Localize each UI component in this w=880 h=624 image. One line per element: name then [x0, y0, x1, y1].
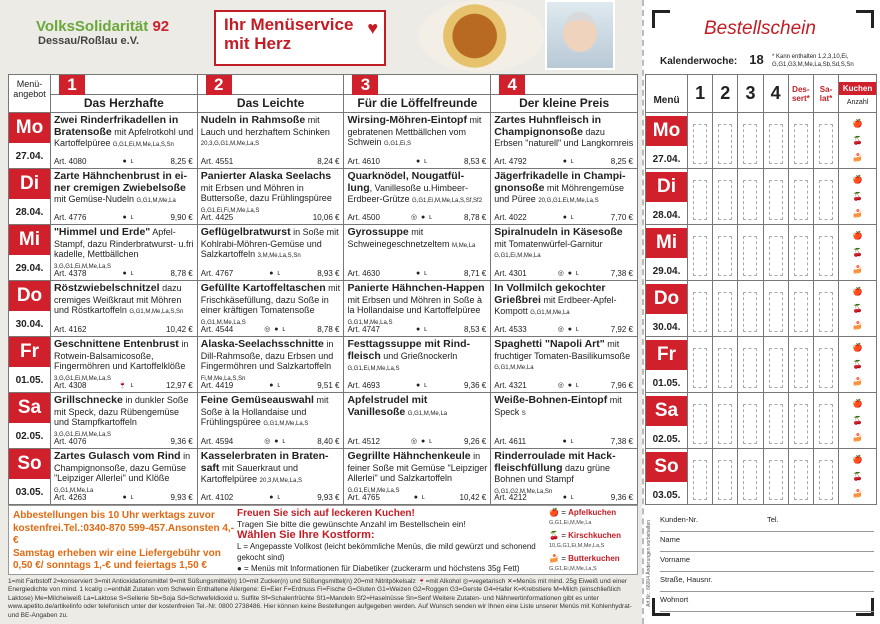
cake-icon: 🍰: [852, 209, 863, 218]
order-quantity-cell[interactable]: [738, 337, 763, 393]
cake-quantity-cell[interactable]: [839, 113, 877, 169]
order-quantity-cell[interactable]: [688, 113, 713, 169]
order-col-kuchen: Kuchen Anzahl: [839, 75, 877, 113]
menu-dish: Gefüllte Kartoffeltaschen mit Frischkäsefüllung, dazu Soße in einer kräftigen Tomatensoße G,G1,M,Me,La,S Art. 4544 ◎ ● ʟ 8,78 €: [197, 281, 344, 337]
slogan-line-1: Ihr Menüservice: [224, 15, 354, 34]
diet-marks: ◎ ● ʟ: [557, 381, 580, 389]
heart-icon: ♥: [367, 18, 378, 38]
menu-row-header: Menü- angebot: [9, 75, 51, 113]
order-day-label: Di 28.04.: [646, 169, 688, 225]
phone-field[interactable]: Tel.: [767, 515, 779, 524]
day-label: Fr 01.05.: [9, 337, 51, 393]
price: 8,53 €: [464, 324, 487, 334]
article-number: Art. 4610: [347, 156, 380, 166]
cherry-icon: 🍒: [852, 416, 863, 425]
cake-icon: 🍰: [852, 265, 863, 274]
apple-icon: 🍎: [852, 455, 863, 464]
order-quantity-cell[interactable]: [713, 449, 738, 505]
order-title: Bestellschein: [704, 18, 816, 39]
order-quantity-cell[interactable]: [788, 225, 813, 281]
price: 10,42 €: [166, 324, 193, 334]
article-number: Art. 4308: [53, 380, 87, 390]
menu-dish: Weiße-Bohnen-Eintopf mit Speck S Art. 4611 ● ʟ 7,38 €: [491, 393, 638, 449]
menu-dish: In Vollmilch gekochter Grießbrei mit Erdbeer-Apfel-Kompott G,G1,M,Me,La Art. 4533 ◎ ● ʟ 7,92 €: [491, 281, 638, 337]
article-number: Art. 4425: [200, 212, 234, 222]
cake-quantity-cell[interactable]: [839, 281, 877, 337]
price: 8,78 €: [170, 268, 193, 278]
order-quantity-cell[interactable]: [738, 225, 763, 281]
menu-dish: Geschnittene Entenbrust in Rotwein-Balsamicosoße, Fingermöhren und Kartoffelklöße 3,G,G1,Ei,M,Me,La,S Art. 4308 🍷 ʟ 12,97 €: [50, 337, 197, 393]
street-field[interactable]: Straße, Hausnr.: [660, 575, 713, 584]
apple-icon: 🍎: [549, 508, 559, 517]
order-quantity-cell[interactable]: [713, 337, 738, 393]
cake-icon: 🍰: [549, 554, 559, 563]
article-number: Art. 4080: [53, 156, 87, 166]
menu-dish: Wirsing-Möhren-Eintopf mit gebratenen Mettbällchen vom Schwein G,G1,Ei,S Art. 4610 ● ʟ 8,53 €: [344, 113, 491, 169]
order-quantity-cell[interactable]: [813, 337, 838, 393]
menu-dish: Gyrossuppe mit Schweinegeschnetzeltem M,Me,La Art. 4630 ● ʟ 8,71 €: [344, 225, 491, 281]
article-number: Art. 4765: [347, 492, 380, 502]
order-quantity-cell[interactable]: [763, 337, 788, 393]
price: 8,25 €: [170, 156, 193, 166]
cake-quantity-cell[interactable]: [839, 337, 877, 393]
name-field[interactable]: Name: [660, 535, 681, 544]
day-label: Mo 27.04.: [9, 113, 51, 169]
article-number: Art. 4747: [347, 324, 380, 334]
apple-icon: 🍎: [852, 231, 863, 240]
order-quantity-cell[interactable]: [813, 113, 838, 169]
diet-marks: ● ʟ: [122, 157, 135, 165]
order-quantity-cell[interactable]: [763, 393, 788, 449]
diet-marks: ◎ ● ʟ: [557, 325, 580, 333]
order-quantity-cell[interactable]: [688, 337, 713, 393]
diet-marks: 🍷 ʟ: [117, 381, 135, 389]
order-day-label: So 03.05.: [646, 449, 688, 505]
order-col-1: 1: [688, 75, 713, 113]
cake-icon: 🍰: [852, 321, 863, 330]
order-menu-header: Menü: [646, 75, 688, 113]
diet-marks: ● ʟ: [562, 157, 575, 165]
article-number: Art. 4630: [347, 268, 380, 278]
price: 7,70 €: [610, 212, 633, 222]
cherry-icon: 🍒: [852, 192, 863, 201]
menu-dish: Panierte Hähnchen-Happen mit Erbsen und Möhren in Soße à la Hollandaise und Kartoffelpüree G,G1,M,Me,La,S Art. 4747 ● ʟ 8,53 €: [344, 281, 491, 337]
menu-dish: Quarknödel, Nougatfül- lung, Vanillesoße u.Himbeer-Erdbeer-Grütze G,G1,Ei,M,Me,La,S,Sf,Sf2 Art. 4500 ◎ ● ʟ 8,78 €: [344, 169, 491, 225]
menu-dish: Apfelstrudel mit Vanillesoße G,G1,M,Me,La Art. 4512 ◎ ● ʟ 9,26 €: [344, 393, 491, 449]
article-number: Art. 4022: [494, 212, 527, 222]
order-quantity-cell[interactable]: [763, 225, 788, 281]
price: 8,71 €: [464, 268, 487, 278]
article-number: Art.Nr.: 66004: [646, 576, 652, 607]
menu-dish: Grillschnecke in dunkler Soße mit Speck, dazu Rübengemüse und Stampfkartoffeln 3,G,G1,Ei,M,Me,La,S Art. 4076 9,36 €: [50, 393, 197, 449]
slogan-box: [214, 10, 386, 66]
column-header-4: 4 Der kleine Preis: [491, 75, 638, 113]
diet-marks: ◎ ● ʟ: [410, 437, 433, 445]
order-quantity-cell[interactable]: [813, 449, 838, 505]
day-label: Mi 29.04.: [9, 225, 51, 281]
order-quantity-cell[interactable]: [713, 281, 738, 337]
menu-dish: Nudeln in Rahmsoße mit Lauch und herzhaftem Schinken 20,3,G,G1,M,Me,La,S Art. 4551 8,24 €: [197, 113, 344, 169]
day-label: Di 28.04.: [9, 169, 51, 225]
order-quantity-cell[interactable]: [713, 225, 738, 281]
price: 9,90 €: [170, 212, 193, 222]
article-number: Art. 4162: [53, 324, 87, 334]
cake-quantity-cell[interactable]: [839, 393, 877, 449]
order-quantity-cell[interactable]: [813, 393, 838, 449]
menu-dish: Kasselerbraten in Braten- saft mit Sauerkraut und Kartoffelpüree 20,3,M,Me,La,S Art. 4102 ● ʟ 9,93 €: [197, 449, 344, 505]
order-day-label: Fr 01.05.: [646, 337, 688, 393]
article-number: Art. 4512: [347, 436, 380, 446]
menu-dish: Spaghetti "Napoli Art" mit fruchtiger Tomaten-Basilikumsoße G,G1,M,Me,La Art. 4321 ◎ ● ʟ 7,96 €: [491, 337, 638, 393]
price: 10,42 €: [459, 492, 487, 502]
day-label: Do 30.04.: [9, 281, 51, 337]
order-quantity-cell[interactable]: [788, 337, 813, 393]
order-quantity-cell[interactable]: [788, 113, 813, 169]
menu-dish: Panierter Alaska Seelachs mit Erbsen und Möhren in Buttersoße, dazu Frühlingspüree G,G1,Ei,Fi,M,Me,La,S Art. 4425 10,06 €: [197, 169, 344, 225]
diet-marks: ● ʟ: [269, 493, 282, 501]
article-number: Art. 4792: [494, 156, 527, 166]
price: 8,78 €: [464, 212, 487, 222]
diet-marks: ● ʟ: [415, 381, 428, 389]
article-number: Art. 4378: [53, 268, 87, 278]
cake-quantity-cell[interactable]: [839, 225, 877, 281]
cherry-icon: 🍒: [852, 472, 863, 481]
price: 10,06 €: [312, 212, 340, 222]
price: 9,93 €: [170, 492, 193, 502]
price: 9,36 €: [464, 380, 487, 390]
price: 8,78 €: [317, 324, 340, 334]
diet-marks: ● ʟ: [122, 269, 135, 277]
order-day-label: Mi 29.04.: [646, 225, 688, 281]
apple-icon: 🍎: [852, 287, 863, 296]
diet-marks: ◎ ● ʟ: [264, 325, 287, 333]
cherry-icon: 🍒: [852, 136, 863, 145]
apple-icon: 🍎: [852, 119, 863, 128]
order-quantity-cell[interactable]: [738, 281, 763, 337]
cake-promo: Freuen Sie sich auf leckeren Kuchen! Tragen Sie bitte die gewünschte Anzahl im Bestellschein ein! Wählen Sie Ihre Kostform: L = Angepasste Vollkost (leicht bekömmliche Menüs, die mild gewürzt und schonend gekocht sind) ● = Menüs mit Informationen für Diabetiker (zuckerarm und höchstens 35g Fett): [237, 508, 536, 573]
menu-dish: Spiralnudeln in Käsesoße mit Tomatenwürfel-Garnitur G,G1,Ei,M,Me,La Art. 4301 ◎ ● ʟ 7,38 €: [491, 225, 638, 281]
order-day-label: Mo 27.04.: [646, 113, 688, 169]
side-note: Änderungen vorbehalten: [646, 520, 652, 575]
price: 9,51 €: [317, 380, 340, 390]
diet-marks: ● ʟ: [562, 437, 575, 445]
order-quantity-cell[interactable]: [688, 225, 713, 281]
logo-subtitle: Dessau/Roßlau e.V.: [38, 35, 140, 47]
apple-icon: 🍎: [852, 343, 863, 352]
cherry-icon: 🍒: [852, 304, 863, 313]
order-col-4: 4: [763, 75, 788, 113]
diet-marks: ● ʟ: [562, 213, 575, 221]
slogan-line-2: mit Herz: [224, 34, 292, 53]
diet-marks: ● ʟ: [269, 381, 282, 389]
price: 9,26 €: [464, 436, 487, 446]
cake-icon: 🍰: [852, 433, 863, 442]
price: 8,93 €: [317, 268, 340, 278]
brand-logo: [36, 18, 196, 47]
cake-icon: 🍰: [852, 489, 863, 498]
info-box: [8, 505, 638, 575]
article-number: Art. 4419: [200, 380, 234, 390]
food-photo: [418, 0, 544, 72]
order-table: [645, 74, 877, 505]
price: 8,40 €: [317, 436, 340, 446]
diet-marks: ● ʟ: [415, 269, 428, 277]
article-number: Art. 4693: [347, 380, 380, 390]
legal-footnote: 1=mit Farbstoff 2=konserviert 3=mit Antioxidationsmittel 9=mit Süßungsmittel(n) 10=mit Zucker(n) und Süßungsmittel(n) 20=mit Nitritpökelsalz 🍷=mit Alkohol ◎=vegetarisch ✕=Menüs mit mind. 25g Eiweiß und einer Energiedichte von mind. 1 kcal/g ⌂=enthält Zutaten vom Schwein Enthaltene Allergene: Ei=Eier F=Erdnuss Fi=Fische G=Gluten G1=Weizen G2=Roggen G3=Gerste G4=Hafer K=Krebstiere M=Milch (einschließlich Laktose) Me=Milcheiweiß La=Laktose S=Sellerie Sb=Soja Sd=Schwefeldioxid u. Sulfite Sf=Schalenfrüchte Sf1=Mandeln Sf2=Haselnüsse Sn=Senf Weitere Zutaten- und Nährwertinformationen gibt es unter www.apetito.de/artikelinfo oder telefonisch unter der kostenfreien Tel.-Nr. 0800 2738486. Hier können keine Bestellungen aufgegeben werden. Auf Wunsch senden wir Ihnen eine Liste unserer Menüs mit Kohlenhydrat- und BE-Angaben zu.: [8, 578, 632, 619]
price: 7,92 €: [610, 324, 633, 334]
cake-quantity-cell[interactable]: [839, 449, 877, 505]
article-number: Art. 4551: [200, 156, 234, 166]
article-number: Art. 4544: [200, 324, 234, 334]
diet-marks: ● ʟ: [415, 157, 428, 165]
order-col-salat: Sa- lat*: [813, 75, 838, 113]
cancellation-info: Abbestellungen bis 10 Uhr werktags zuvor kostenfrei.Tel.:0340-870 599-457.Ansonsten 4,-€ Samstag erheben wir eine Liefergebühr von 0,50 €/ sonntags 1,-€ und feiertags 1,50 €: [13, 510, 235, 571]
logo-text: VolksSolidarität: [36, 18, 149, 35]
article-number: Art. 4263: [53, 492, 87, 502]
order-quantity-cell[interactable]: [763, 169, 788, 225]
city-field[interactable]: Wohnort: [660, 595, 689, 604]
order-quantity-cell[interactable]: [788, 281, 813, 337]
price: 7,96 €: [610, 380, 633, 390]
diet-marks: ● ʟ: [562, 493, 575, 501]
diet-marks: ● ʟ: [415, 325, 428, 333]
logo-number: 92: [152, 18, 170, 35]
diet-marks: ◎ ● ʟ: [264, 437, 287, 445]
cake-list: 🍎 = Apfelkuchen G,G1,Ei,M,Me,La 🍒 = Kirschkuchen 10,G,G1,Ei,M,Me,La,S 🍰 = Butterkuchen G,G1,Ei,M,Me,La,S: [549, 508, 621, 572]
cake-icon: 🍰: [852, 377, 863, 386]
order-quantity-cell[interactable]: [713, 393, 738, 449]
allergen-note: * Kann enthalten 1,2,3,10,Ei, G,G1,G3,M,Me,La,Sb,Sd,S,Sn: [772, 54, 854, 68]
diet-marks: ◎ ● ʟ: [557, 269, 580, 277]
order-quantity-cell[interactable]: [763, 449, 788, 505]
column-header-2: 2 Das Leichte: [197, 75, 344, 113]
order-quantity-cell[interactable]: [813, 225, 838, 281]
price: 9,36 €: [170, 436, 193, 446]
price: 7,38 €: [610, 436, 633, 446]
price: 9,36 €: [610, 492, 633, 502]
order-quantity-cell[interactable]: [763, 281, 788, 337]
article-number: Art. 4500: [347, 212, 380, 222]
order-quantity-cell[interactable]: [738, 113, 763, 169]
order-day-label: Sa 02.05.: [646, 393, 688, 449]
apple-icon: 🍎: [852, 399, 863, 408]
menu-dish: Zwei Rinderfrikadellen in Bratensoße mit Apfelrotkohl und Kartoffelpüree G,G1,Ei,M,Me,La,S,Sn Art. 4080 ● ʟ 8,25 €: [50, 113, 197, 169]
menu-table: [8, 74, 638, 505]
diet-marks: ● ʟ: [122, 213, 135, 221]
customer-number-field[interactable]: Kunden-Nr.: [660, 515, 698, 524]
apple-icon: 🍎: [852, 175, 863, 184]
order-quantity-cell[interactable]: [713, 113, 738, 169]
column-header-3: 3 Für die Löffelfreunde: [344, 75, 491, 113]
price: 7,38 €: [610, 268, 633, 278]
order-col-2: 2: [713, 75, 738, 113]
price: 8,24 €: [317, 156, 340, 166]
column-header-1: 1 Das Herzhafte: [50, 75, 197, 113]
order-quantity-cell[interactable]: [813, 169, 838, 225]
price: 8,53 €: [464, 156, 487, 166]
order-col-dessert: Des- sert*: [788, 75, 813, 113]
menu-dish: Jägerfrikadelle in Champi- gnonsoße mit Möhrengemüse und Püree 20,G,G1,Ei,M,Me,La,S Art. 4022 ● ʟ 7,70 €: [491, 169, 638, 225]
menu-dish: "Himmel und Erde" Apfel-Stampf, dazu Rinderbratwurst- u.fri kadelle, Mettbällchen 3,G,G1,Ei,M,Me,La,S Art. 4378 ● ʟ 8,78 €: [50, 225, 197, 281]
cake-quantity-cell[interactable]: [839, 169, 877, 225]
cake-icon: 🍰: [852, 153, 863, 162]
order-quantity-cell[interactable]: [788, 393, 813, 449]
calendar-week: Kalenderwoche: 18: [660, 52, 764, 67]
cherry-icon: 🍒: [852, 248, 863, 257]
order-quantity-cell[interactable]: [688, 393, 713, 449]
article-number: Art. 4533: [494, 324, 527, 334]
cherry-icon: 🍒: [549, 531, 559, 540]
crop-mark: [856, 10, 874, 28]
menu-dish: Zartes Gulasch vom Rind in Champignonsoße, dazu Gemüse "Leipziger Allerlei" und Klöße G,G1,M,Me,La Art. 4263 ● ʟ 9,93 €: [50, 449, 197, 505]
article-number: Art. 4301: [494, 268, 527, 278]
menu-dish: Gegrillte Hähnchenkeule in feiner Soße mit Gemüse "Leipziger Allerlei" und Salzkartoffeln G,G1,Ei,M,Me,La,S Art. 4765 ● ʟ 10,42 €: [344, 449, 491, 505]
order-quantity-cell[interactable]: [713, 169, 738, 225]
order-quantity-cell[interactable]: [688, 449, 713, 505]
day-label: Sa 02.05.: [9, 393, 51, 449]
crop-mark: [652, 10, 670, 28]
menu-dish: Festtagssuppe mit Rind- fleisch und Grießnockerln G,G1,Ei,M,Me,La,S Art. 4693 ● ʟ 9,36 €: [344, 337, 491, 393]
diet-marks: ● ʟ: [122, 493, 135, 501]
price: 12,97 €: [166, 380, 193, 390]
order-quantity-cell[interactable]: [788, 169, 813, 225]
customer-form: [660, 512, 874, 612]
menu-dish: Zartes Huhnfleisch in Champignonsoße dazu Erbsen "naturell" und Langkornreis Art. 4792 ● ʟ 8,25 €: [491, 113, 638, 169]
diet-marks: ● ʟ: [413, 493, 426, 501]
article-number: Art. 4611: [494, 436, 527, 446]
order-quantity-cell[interactable]: [813, 281, 838, 337]
menu-dish: Geflügelbratwurst in Soße mit Kohlrabi-Möhren-Gemüse und Salzkartoffeln 3,M,Me,La,S,Sn Art. 4767 ● ʟ 8,93 €: [197, 225, 344, 281]
article-number: Art. 4594: [200, 436, 234, 446]
order-quantity-cell[interactable]: [738, 393, 763, 449]
order-quantity-cell[interactable]: [688, 169, 713, 225]
article-number: Art. 4212: [494, 492, 527, 502]
order-col-3: 3: [738, 75, 763, 113]
article-number: Art. 4321: [494, 380, 527, 390]
order-quantity-cell[interactable]: [688, 281, 713, 337]
price: 9,93 €: [317, 492, 340, 502]
order-quantity-cell[interactable]: [788, 449, 813, 505]
menu-dish: Feine Gemüseauswahl mit Soße à la Hollandaise und Frühlingspüree G,G1,M,Me,La,S Art. 4594 ◎ ● ʟ 8,40 €: [197, 393, 344, 449]
order-quantity-cell[interactable]: [738, 169, 763, 225]
order-quantity-cell[interactable]: [763, 113, 788, 169]
cherry-icon: 🍒: [852, 360, 863, 369]
first-name-field[interactable]: Vorname: [660, 555, 691, 564]
diet-marks: ◎ ● ʟ: [410, 213, 433, 221]
article-number: Art. 4776: [53, 212, 87, 222]
day-label: So 03.05.: [9, 449, 51, 505]
article-number: Art. 4102: [200, 492, 234, 502]
diet-marks: ● ʟ: [269, 269, 282, 277]
article-number: Art. 4076: [53, 436, 87, 446]
menu-dish: Rinderroulade mit Hack- fleischfüllung dazu grüne Bohnen und Stampf G,G1,G2,M,Me,La,Sn Art. 4212 ● ʟ 9,36 €: [491, 449, 638, 505]
senior-photo: [545, 0, 615, 70]
order-day-label: Do 30.04.: [646, 281, 688, 337]
menu-dish: Alaska-Seelachsschnitte in Dill-Rahmsoße, dazu Erbsen und Fingermöhren und Salzkartoffeln Fi,M,Me,La,S,Sn Art. 4419 ● ʟ 9,51 €: [197, 337, 344, 393]
menu-dish: Röstzwiebelschnitzel dazu cremiges Weißkraut mit Möhren und Röstkartoffeln G,G1,M,Me,La,S,Sn Art. 4162 10,42 €: [50, 281, 197, 337]
menu-dish: Zarte Hähnchenbrust in ei- ner cremigen Zwiebelsoße mit Gemüse-Nudeln G,G1,M,Me,La Art. 4776 ● ʟ 9,90 €: [50, 169, 197, 225]
article-number: Art. 4767: [200, 268, 234, 278]
order-quantity-cell[interactable]: [738, 449, 763, 505]
price: 8,25 €: [610, 156, 633, 166]
